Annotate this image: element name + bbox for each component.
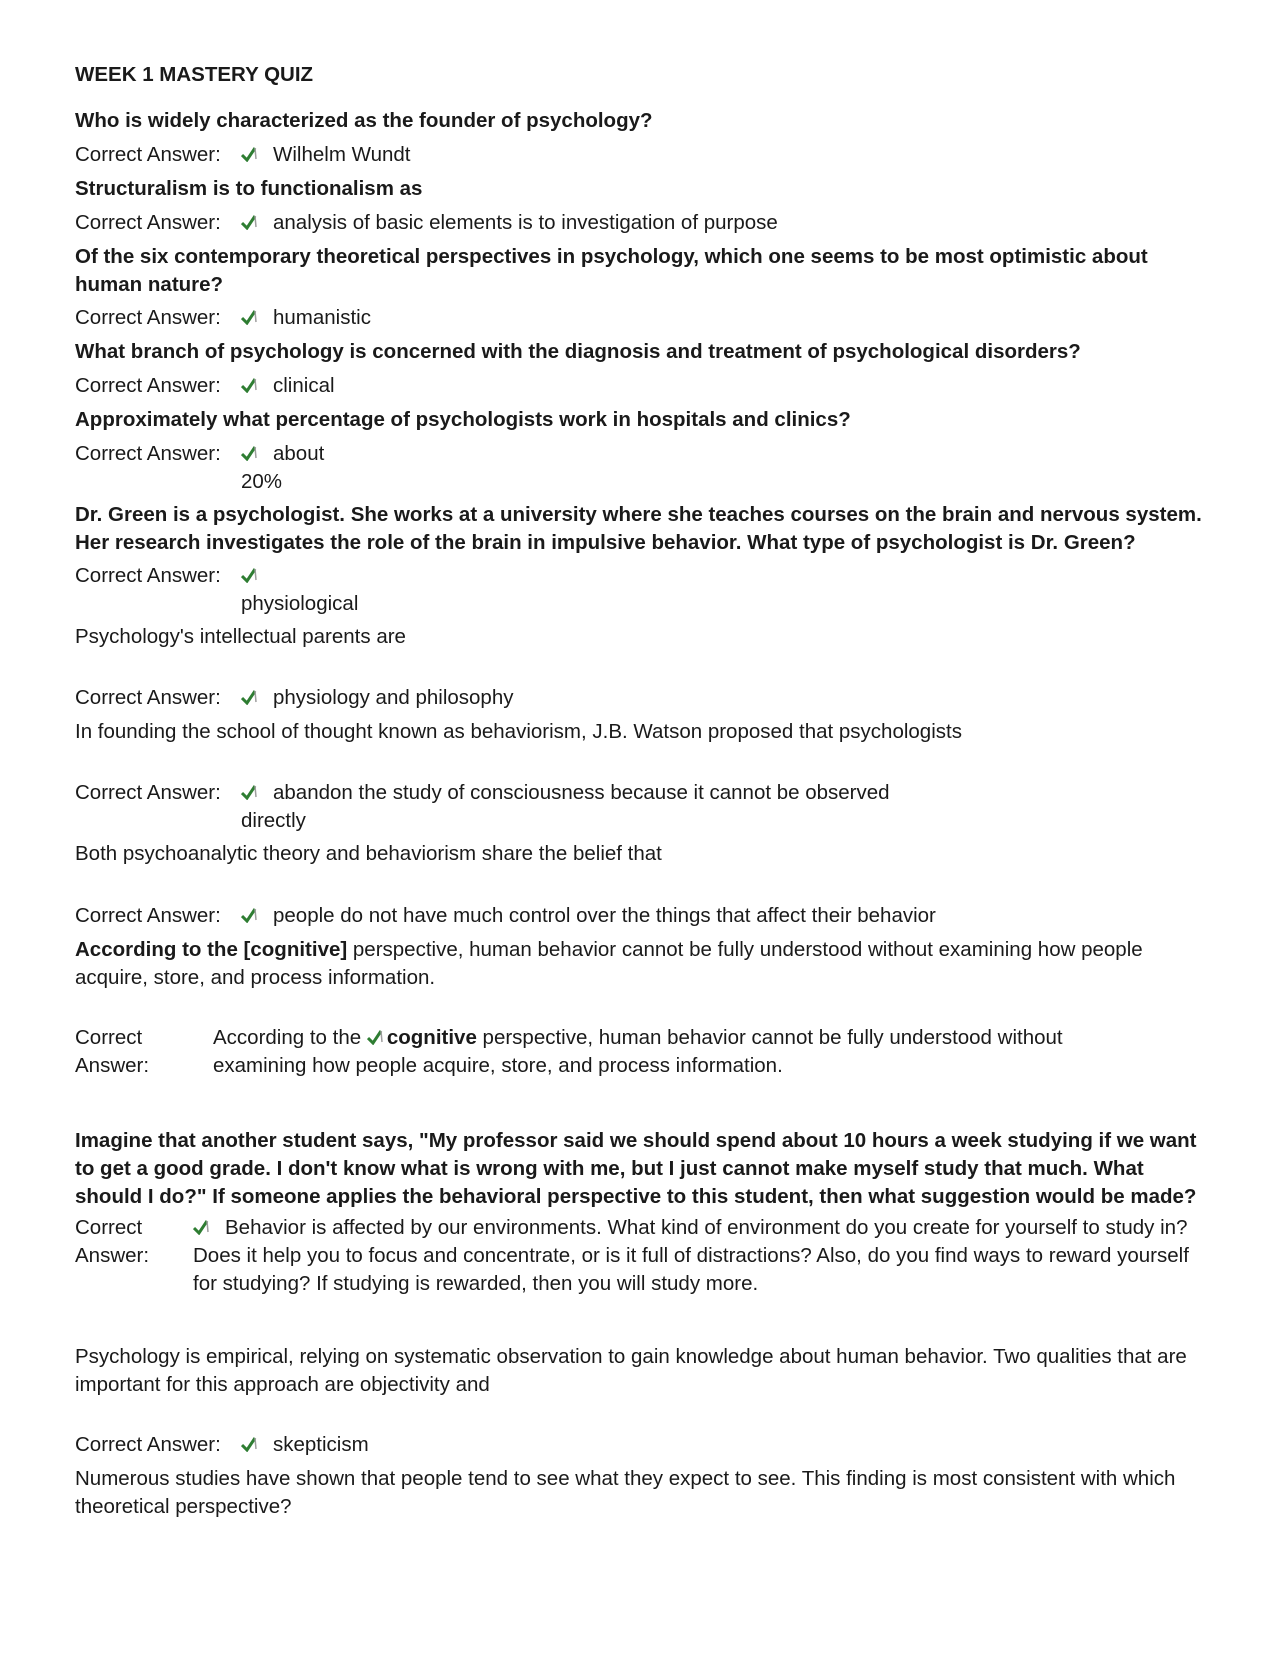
checkmark-icon (367, 1029, 385, 1045)
question-3: Of the six contemporary theoretical perspectives in psychology, which one seems to be most optimistic about human nature? (75, 245, 1148, 296)
checkmark-icon (241, 214, 259, 230)
checkmark-icon (241, 377, 259, 393)
checkmark-icon (241, 445, 259, 461)
correct-answer-label: Correct Answer: (75, 781, 221, 804)
correct-answer-label: Correct Answer: (75, 211, 221, 234)
question-10 (75, 936, 1215, 992)
question-10-bold: According to the [cognitive] (75, 938, 348, 961)
answer-12: skepticism (241, 1431, 369, 1459)
answer-1: Wilhelm Wundt (241, 141, 410, 169)
question-11: Imagine that another student says, "My professor said we should spend about 10 hours a week studying if we want to get a good grade. I don't know what is wrong with me, but I just cannot make myself study that much. What should I do?" If someone applies the behavioral perspective to this student, then what suggestion would be made? (75, 1129, 1197, 1208)
question-8: In founding the school of thought known as behaviorism, J.B. Watson proposed that psychologists (75, 720, 962, 743)
correct-answer-label: Correct Answer: (75, 686, 221, 709)
question-5: Approximately what percentage of psychologists work in hospitals and clinics? (75, 408, 851, 431)
answer-8: abandon the study of consciousness because it cannot be observed directly (241, 781, 890, 832)
answer-7: physiology and philosophy (241, 684, 513, 712)
correct-answer-label: Correct Answer: (75, 1026, 150, 1077)
answer-9: people do not have much control over the things that affect their behavior (241, 902, 936, 930)
question-4: What branch of psychology is concerned with the diagnosis and treatment of psychological disorders? (75, 340, 1081, 363)
question-13: Numerous studies have shown that people tend to see what they expect to see. This finding is most consistent with which theoretical perspective? (75, 1467, 1176, 1518)
question-12: Psychology is empirical, relying on systematic observation to gain knowledge about human behavior. Two qualities that are important for this approach are objectivity and (75, 1345, 1187, 1396)
question-10-rest: perspective, human behavior cannot be fully understood without examining how people acquire, store, and process information. (75, 938, 1143, 989)
checkmark-icon (241, 146, 259, 162)
correct-answer-label: Correct Answer: (75, 564, 221, 587)
correct-answer-label: Correct Answer: (75, 1433, 221, 1456)
answer-6: physiological (241, 562, 358, 618)
checkmark-icon (241, 309, 259, 325)
correct-answer-label: Correct Answer: (75, 442, 221, 465)
correct-answer-label: Correct Answer: (75, 374, 221, 397)
question-9: Both psychoanalytic theory and behaviorism share the belief that (75, 842, 662, 865)
checkmark-icon (241, 907, 259, 923)
checkmark-icon (193, 1219, 211, 1235)
checkmark-icon (241, 784, 259, 800)
checkmark-icon (241, 689, 259, 705)
correct-answer-label: Correct Answer: (75, 1216, 150, 1267)
question-6: Dr. Green is a psychologist. She works at a university where she teaches courses on the brain and nervous system. Her research investigates the role of the brain in impulsive behavior. What type of psychologist is Dr. Green? (75, 503, 1202, 554)
answer-4: clinical (241, 372, 335, 400)
checkmark-icon (241, 567, 259, 583)
correct-answer-label: Correct Answer: (75, 143, 221, 166)
answer-5: about 20% (241, 442, 325, 493)
page-title: WEEK 1 MASTERY QUIZ (75, 63, 314, 86)
checkmark-icon (241, 1436, 259, 1452)
correct-answer-label: Correct Answer: (75, 306, 221, 329)
question-1: Who is widely characterized as the founder of psychology? (75, 109, 653, 132)
correct-answer-label: Correct Answer: (75, 904, 221, 927)
answer-3: humanistic (241, 304, 371, 332)
answer-10: According to the cognitive perspective, human behavior cannot be fully understood without examining how people acquire, store, and process information. (213, 1026, 1063, 1077)
answer-2: analysis of basic elements is to investigation of purpose (241, 209, 778, 237)
question-7: Psychology's intellectual parents are (75, 625, 406, 648)
answer-11: Behavior is affected by our environments. What kind of environment do you create for yourself to study in? Does it help you to focus and concentrate, or is it full of distractions? Also, do you find ways to reward yourself for studying? If studying is rewarded, then you will study more. (193, 1216, 1189, 1295)
question-2: Structuralism is to functionalism as (75, 177, 423, 200)
